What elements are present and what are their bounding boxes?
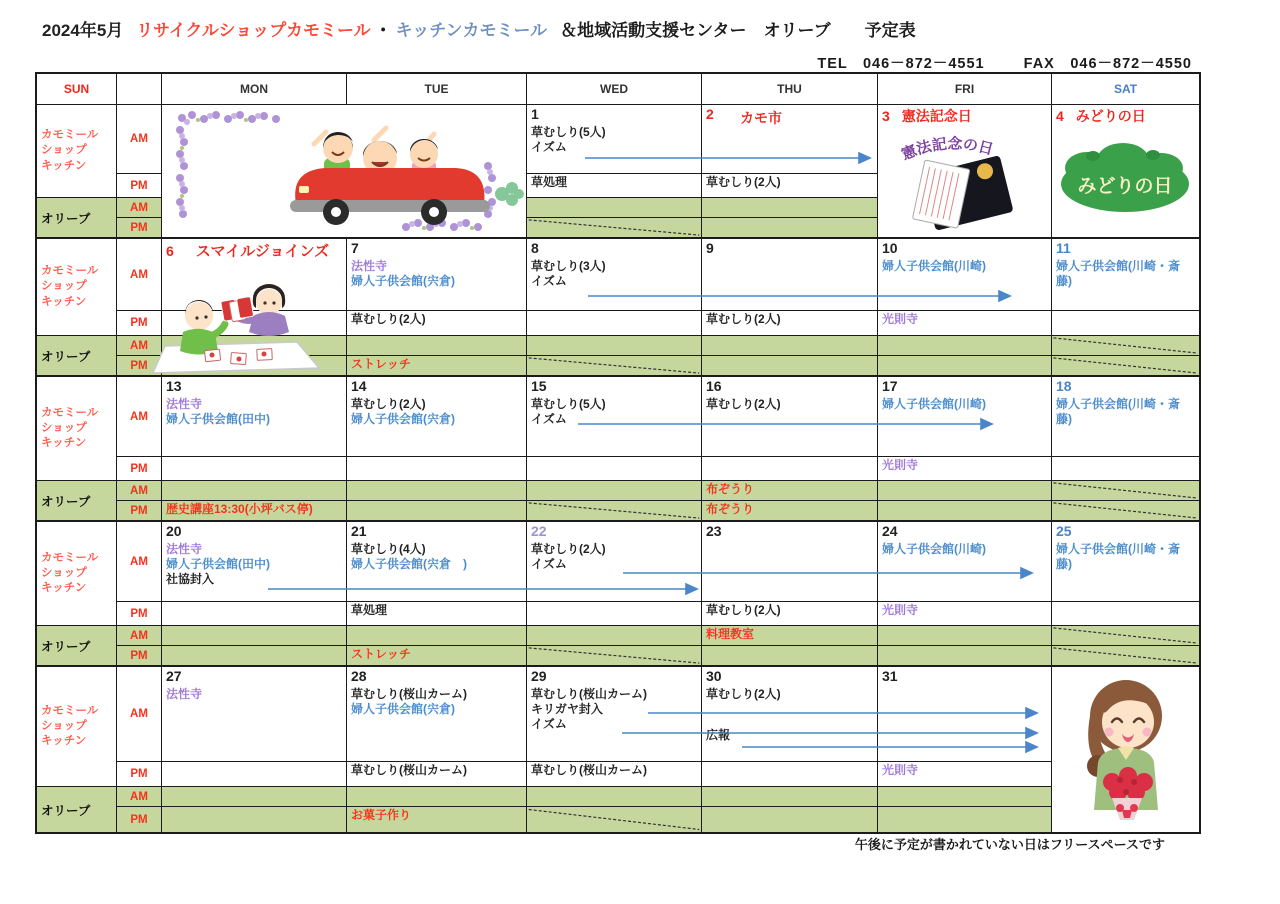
w2-thu-am [702,239,878,311]
w3-tue-olive-am [347,481,527,501]
date-23: 23 [706,523,722,539]
w5-fri-am [878,667,1052,762]
w2-mon-am [162,239,347,311]
w1-wed-olive-pm [527,218,702,239]
w5-wed-pm: 草むしり(桜山カーム) [527,762,702,787]
olive-am-label: AM [117,198,162,218]
date-3: 3 [882,108,890,124]
w3-fri-pm: 光則寺 [878,457,1052,481]
w1-thu-olive-am [702,198,878,218]
title-kitchen-name: キッチンカモミール [395,21,548,40]
diagonal-strike-icon [1052,501,1199,520]
title-separator: ・ [374,21,392,40]
date-15: 15 [531,378,547,394]
diagonal-strike-icon [527,218,701,237]
w2-mon-olive-pm [162,356,347,377]
row-label-olive-w3: オリーブ [37,481,117,522]
olive-pm-label: PM [117,356,162,377]
col-header-sun: SUN [37,74,117,105]
w3-sat-am: 18 婦人子供会館(川崎・斎藤) [1052,377,1199,457]
w2-fri-olive-am [878,336,1052,356]
svg-text:みどりの日: みどりの日 [1077,176,1173,197]
col-header-ampm [117,74,162,105]
w2-wed-olive-am [527,336,702,356]
diagonal-strike-icon [527,646,701,665]
family-drive-illustration [166,106,526,236]
w1-thu-am [702,105,878,174]
w1-fri-holiday [878,105,1052,239]
w3-thu-olive-pm: 布ぞうり [702,501,878,522]
date-29: 29 [531,668,547,684]
w2-sat-pm [1052,311,1199,336]
w5-wed-olive-pm [527,807,702,832]
w3-fri-olive-pm [878,501,1052,522]
w4-mon-olive-pm [162,646,347,667]
olive-pm-label: PM [117,807,162,832]
date-27: 27 [166,668,182,684]
w4-thu-am [702,522,878,602]
w4-fri-pm: 光則寺 [878,602,1052,626]
w3-thu-am: 16 草むしり(2人) [702,377,878,457]
date-21: 21 [351,523,367,539]
w5-thu-pm [702,762,878,787]
w5-tue-olive-pm: お菓子作り [347,807,527,832]
w5-wed-olive-am [527,787,702,807]
w5-tue-pm: 草むしり(桜山カーム) [347,762,527,787]
w2-mon-pm [162,311,347,336]
w4-thu-olive-pm [702,646,878,667]
row-label-shop-w5: カモミール ショップ キッチン [37,667,117,787]
w4-mon-pm [162,602,347,626]
w5-mon-am: 27 法性寺 [162,667,347,762]
date-6: 6 [166,243,174,259]
w3-tue-pm [347,457,527,481]
w5-tue-am: 28 草むしり(桜山カーム) 婦人子供会館(宍倉) [347,667,527,762]
w2-wed-olive-pm [527,356,702,377]
olive-pm-label: PM [117,646,162,667]
carnation-woman-illustration [1064,670,1188,828]
w3-thu-olive-am: 布ぞうり [702,481,878,501]
olive-am-label: AM [117,787,162,807]
row-label-olive-w2: オリーブ [37,336,117,377]
diagonal-strike-icon [527,501,701,520]
w4-sat-am: 25 婦人子供会館(川崎・斎藤) [1052,522,1199,602]
fax-number: FAX 046－872－4550 [1023,56,1192,72]
col-header-thu: THU [702,74,878,105]
w2-tue-pm: 草むしり(2人) [347,311,527,336]
row-label-olive-w5: オリーブ [37,787,117,832]
date-22: 22 [531,523,547,539]
row-label-olive-w1: オリーブ [37,198,117,239]
date-7: 7 [351,240,359,256]
olive-am-label: AM [117,336,162,356]
date-16: 16 [706,378,722,394]
date-10: 10 [882,240,898,256]
w4-wed-olive-am [527,626,702,646]
event-smile-joins: スマイルジョインズ [195,243,330,260]
w4-fri-am: 24 婦人子供会館(川崎) [878,522,1052,602]
date-17: 17 [882,378,898,394]
w4-thu-olive-am: 料理教室 [702,626,878,646]
date-30: 30 [706,668,722,684]
pm-label: PM [117,174,162,198]
diagonal-strike-icon [1052,336,1199,355]
w3-mon-olive-am [162,481,347,501]
w4-sat-olive-am [1052,626,1199,646]
w4-fri-olive-pm [878,646,1052,667]
date-31: 31 [882,668,898,684]
date-2: 2 [706,106,714,122]
w5-fri-pm: 光則寺 [878,762,1052,787]
w1-thu-pm: 草むしり(2人) [702,174,878,198]
pm-label: PM [117,762,162,787]
date-18: 18 [1056,378,1072,394]
w3-fri-olive-am [878,481,1052,501]
w3-wed-pm [527,457,702,481]
w4-thu-pm: 草むしり(2人) [702,602,878,626]
w4-tue-am: 21 草むしり(4人) 婦人子供会館(宍倉 ) [347,522,527,602]
holiday-greenery-day: みどりの日 [1075,108,1146,124]
date-11: 11 [1056,240,1071,256]
date-28: 28 [351,668,367,684]
diagonal-strike-icon [1052,356,1199,375]
w3-mon-pm [162,457,347,481]
w3-sat-olive-pm [1052,501,1199,522]
w3-wed-olive-pm [527,501,702,522]
w5-mon-olive-am [162,787,347,807]
w5-mon-olive-pm [162,807,347,832]
w4-wed-pm [527,602,702,626]
w2-thu-olive-pm [702,356,878,377]
w5-thu-am: 30 草むしり(2人) 広報 [702,667,878,762]
olive-pm-label: PM [117,218,162,239]
diagonal-strike-icon [527,807,701,832]
w5-wed-am: 29 草むしり(桜山カーム) キリガヤ封入 イズム [527,667,702,762]
w3-wed-am: 15 草むしり(5人) イズム [527,377,702,457]
w3-fri-am: 17 婦人子供会館(川崎) [878,377,1052,457]
w3-mon-olive-pm: 歴史講座13:30(小坪バス停) [162,501,347,522]
diagonal-strike-icon [1052,626,1199,645]
date-8: 8 [531,240,539,256]
diagonal-strike-icon [1052,481,1199,500]
date-13: 13 [166,378,182,394]
title-shop-name: リサイクルショップカモミール [136,21,371,40]
row-label-shop-w3: カモミール ショップ キッチン [37,377,117,481]
w1-thu-olive-pm [702,218,878,239]
w3-tue-olive-pm [347,501,527,522]
row-label-shop-w2: カモミール ショップ キッチン [37,239,117,336]
w2-sat-am: 11 婦人子供会館(川崎・斎藤) [1052,239,1199,311]
w2-thu-pm: 草むしり(2人) [702,311,878,336]
contact-line [35,52,1192,73]
w2-tue-am: 7 法性寺 婦人子供会館(宍倉) [347,239,527,311]
w5-fri-olive-pm [878,807,1052,832]
w2-fri-pm: 光則寺 [878,311,1052,336]
page-title [42,16,916,41]
w4-fri-olive-am [878,626,1052,646]
constitution-day-illustration [890,126,1040,232]
col-header-sat: SAT [1052,74,1199,105]
pm-label: PM [117,602,162,626]
title-month: 2024年5月 [42,21,124,40]
w3-thu-pm [702,457,878,481]
w4-mon-olive-am [162,626,347,646]
footnote: 午後に予定が書かれていない日はフリースペースです [854,837,1165,852]
w1-mon-tue-merged [162,105,527,239]
olive-am-label: AM [117,481,162,501]
w4-tue-olive-pm: ストレッチ [347,646,527,667]
w5-tue-olive-am [347,787,527,807]
w3-tue-am: 14 草むしり(2人) 婦人子供会館(宍倉) [347,377,527,457]
schedule-table [35,72,1201,834]
row-label-shop-w4: カモミール ショップ キッチン [37,522,117,626]
w2-fri-olive-pm [878,356,1052,377]
greenery-day-illustration [1057,136,1194,222]
col-header-mon: MON [162,74,347,105]
w2-sat-olive-pm [1052,356,1199,377]
w1-wed-pm: 草処理 [527,174,702,198]
event-kamo-market: カモ市 [740,110,782,126]
w2-thu-olive-am [702,336,878,356]
am-label: AM [117,522,162,602]
diagonal-strike-icon [1052,646,1199,665]
row-label-olive-w4: オリーブ [37,626,117,667]
w4-wed-am: 22 草むしり(2人) イズム [527,522,702,602]
w2-tue-olive-pm: ストレッチ [347,356,527,377]
w5-thu-olive-pm [702,807,878,832]
am-label: AM [117,377,162,457]
w4-wed-olive-pm [527,646,702,667]
title-rest: ＆地域活動支援センター オリーブ 予定表 [560,21,916,40]
date-14: 14 [351,378,367,394]
w2-sat-olive-am [1052,336,1199,356]
w2-wed-am: 8 草むしり(3人) イズム [527,239,702,311]
olive-am-label: AM [117,626,162,646]
w1-wed-am: 1 草むしり(5人) イズム [527,105,702,174]
w3-sat-pm [1052,457,1199,481]
w4-sat-pm [1052,602,1199,626]
w4-tue-pm: 草処理 [347,602,527,626]
w5-thu-olive-am [702,787,878,807]
w4-mon-am: 20 法性寺 婦人子供会館(田中) 社協封入 [162,522,347,602]
w4-sat-olive-pm [1052,646,1199,667]
w2-tue-olive-am [347,336,527,356]
pm-label: PM [117,311,162,336]
pm-label: PM [117,457,162,481]
w4-tue-olive-am [347,626,527,646]
w1-wed-olive-am [527,198,702,218]
olive-pm-label: PM [117,501,162,522]
w5-fri-olive-am [878,787,1052,807]
col-header-tue: TUE [347,74,527,105]
date-9: 9 [706,240,714,256]
tel-number: TEL 046－872－4551 [817,56,985,72]
date-25: 25 [1056,523,1072,539]
w1-sat-holiday [1052,105,1199,239]
diagonal-strike-icon [527,356,701,375]
col-header-wed: WED [527,74,702,105]
am-label: AM [117,239,162,311]
w2-fri-am: 10 婦人子供会館(川崎) [878,239,1052,311]
w3-mon-am: 13 法性寺 婦人子供会館(田中) [162,377,347,457]
date-20: 20 [166,523,182,539]
w3-wed-olive-am [527,481,702,501]
w5-sat-merged [1052,667,1199,832]
w2-wed-pm [527,311,702,336]
col-header-fri: FRI [878,74,1052,105]
row-label-shop-w1: カモミール ショップ キッチン [37,105,117,198]
am-label: AM [117,667,162,762]
date-4: 4 [1056,108,1064,124]
w2-mon-olive-am [162,336,347,356]
holiday-constitution-day: 憲法記念日 [901,108,972,124]
date-1: 1 [531,106,539,122]
w3-sat-olive-am [1052,481,1199,501]
svg-text:憲法記念の日: 憲法記念の日 [898,135,995,164]
am-label: AM [117,105,162,174]
date-24: 24 [882,523,898,539]
w5-mon-pm [162,762,347,787]
